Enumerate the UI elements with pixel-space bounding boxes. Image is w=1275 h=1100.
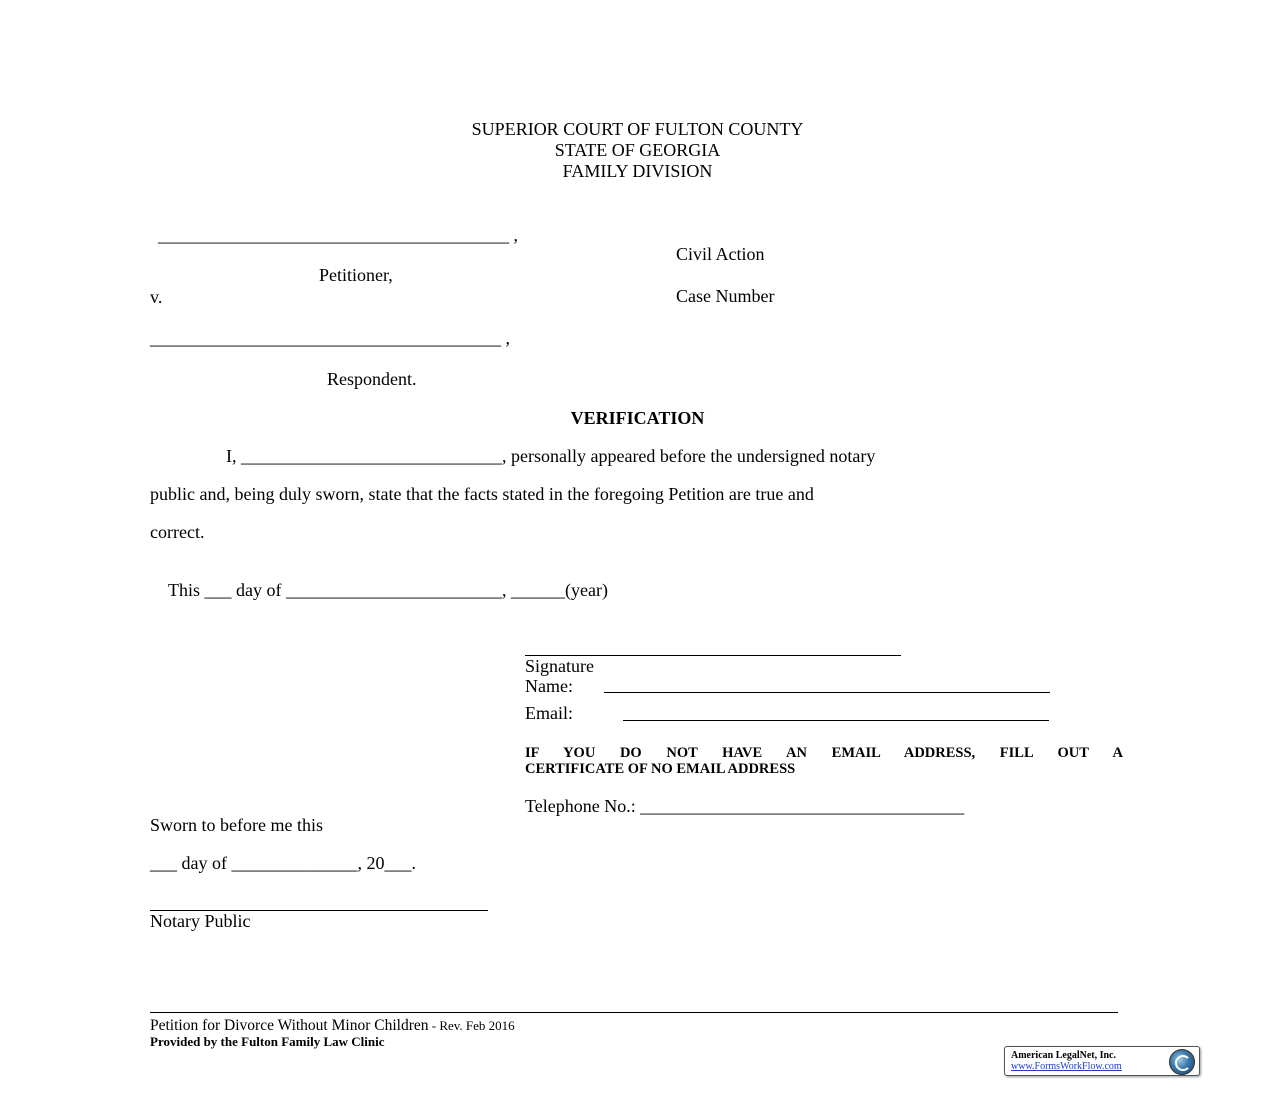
date-line[interactable]: This ___ day of ________________________, ______(year) [168,580,608,600]
versus-label: v. [150,287,163,307]
court-name: SUPERIOR COURT OF FULTON COUNTY [471,119,804,139]
email-notice-line-2: CERTIFICATE OF NO EMAIL ADDRESS [525,761,796,777]
petitioner-label: Petitioner, [319,265,393,285]
affiant-statement-line-2: public and, being duly sworn, state that the facts stated in the foregoing Petition are true and [150,484,814,504]
affiant-statement-line-1[interactable]: I, _____________________________, personally appeared before the undersigned notary [226,446,876,466]
logo-url-link[interactable]: www.FormsWorkFlow.com [1011,1061,1122,1072]
email-notice-line-1: IF YOU DO NOT HAVE AN EMAIL ADDRESS, FILL OUT A [525,745,1123,761]
civil-action-label: Civil Action [676,244,765,264]
notary-day-line[interactable]: ___ day of ______________, 20___. [150,853,416,873]
email-field[interactable] [623,720,1049,721]
footer-divider [150,1012,1118,1013]
logo-company-name: American LegalNet, Inc. [1011,1050,1116,1061]
footer-form-title [150,1017,515,1035]
name-field[interactable] [604,692,1050,693]
verification-title: VERIFICATION [570,408,705,428]
sworn-text: Sworn to before me this [150,815,323,835]
telephone-field[interactable]: Telephone No.: ____________________________________ [525,796,965,816]
footer-revision: - Rev. Feb 2016 [428,1018,515,1033]
globe-icon [1169,1049,1195,1075]
case-number-label: Case Number [676,286,775,306]
american-legalnet-logo[interactable] [1004,1046,1200,1076]
signature-label: Signature [525,656,594,676]
name-label: Name: [525,676,573,696]
notary-public-label: Notary Public [150,911,251,931]
division-name: FAMILY DIVISION [562,161,713,181]
respondent-name-field[interactable]: _______________________________________ , [150,328,510,348]
state-name: STATE OF GEORGIA [554,140,721,160]
footer-form-name: Petition for Divorce Without Minor Children [150,1017,429,1034]
respondent-label: Respondent. [327,369,417,389]
footer-provider: Provided by the Fulton Family Law Clinic [150,1034,385,1049]
affiant-statement-line-3: correct. [150,522,205,542]
email-label: Email: [525,703,573,723]
petitioner-name-field[interactable]: _______________________________________ , [158,225,518,245]
